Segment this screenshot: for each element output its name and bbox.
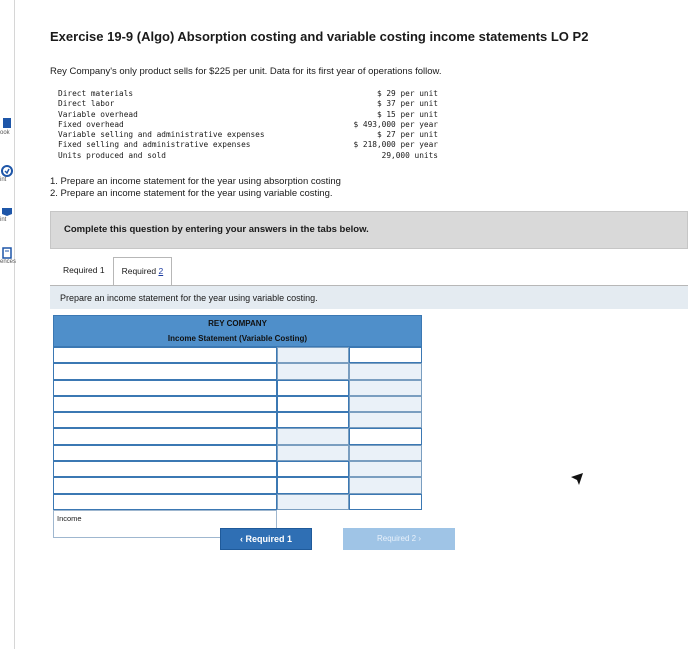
amount-input[interactable] [277,461,349,477]
tab-required-2[interactable] [113,257,173,286]
data-row [58,130,438,140]
line-item-input[interactable] [53,380,277,396]
amount-cell [277,494,349,510]
data-value: $ 29 per unit [376,89,438,98]
amount-cell [349,380,422,396]
task-list [50,176,341,200]
next-required-button [343,528,455,550]
data-row [58,89,438,99]
statement-header [53,315,422,347]
data-value: $ 15 per unit [376,109,438,119]
data-label: Variable overhead [58,109,138,119]
line-item-input[interactable] [53,363,277,379]
tab-bar [55,257,172,286]
tab-required-1[interactable] [55,257,113,285]
data-row [58,120,438,130]
sidebar-item-references[interactable]: ences [0,247,14,265]
data-label: Direct materials [58,89,134,98]
data-row [58,140,438,150]
amount-cell [349,477,422,493]
prev-required-button[interactable] [220,528,312,550]
data-row [58,151,438,161]
amount-cell [277,445,349,461]
amount-cell [277,428,349,444]
table-row [53,461,422,477]
chevron-right-icon: › [418,534,422,543]
table-row [53,477,422,493]
table-row [53,396,422,412]
amount-input[interactable] [349,428,422,444]
line-item-input[interactable] [53,396,277,412]
instructions-banner [50,211,688,249]
amount-input[interactable] [277,380,349,396]
chevron-left-icon: ‹ [239,534,243,544]
tab-instruction: Prepare an income statement for the year using variable costing. [60,293,318,303]
line-item-input[interactable] [53,412,277,428]
amount-cell [349,412,422,428]
data-label: Units produced and sold [58,150,166,160]
sidebar-item-ebook[interactable]: ook [0,118,14,136]
line-item-input[interactable] [53,477,277,493]
line-item-input[interactable] [53,461,277,477]
task-item: 1. Prepare an income statement for the year using absorption costing [50,176,341,187]
references-icon [1,247,13,259]
print-icon [1,165,13,177]
sidebar-item-print-2[interactable]: int [0,205,14,223]
task-item: 2. Prepare an income statement for the year using variable costing. [50,188,333,199]
data-label: Fixed selling and administrative expenses [58,140,251,150]
data-value: $ 493,000 per year [353,119,438,129]
table-row [53,494,422,510]
table-row [53,363,422,379]
line-item-input[interactable] [53,445,277,461]
income-label: Income [53,510,277,538]
data-value: $ 218,000 per year [353,140,438,150]
line-item-input[interactable] [53,347,277,363]
tab-label: Required [121,266,159,276]
table-row [53,428,422,444]
amount-cell [349,445,422,461]
amount-input[interactable] [277,477,349,493]
data-value: $ 37 per unit [376,99,438,109]
line-item-input[interactable] [53,428,277,444]
amount-cell [277,347,349,363]
data-row [58,110,438,120]
sidebar-item-print[interactable]: int [0,165,14,183]
statement-subtitle: Income Statement (Variable Costing) [167,334,308,343]
data-label: Variable selling and administrative expenses [58,130,265,140]
problem-intro: Rey Company's only product sells for $225 per unit. Data for its first year of operations follow. [50,66,442,77]
prev-button-label: Required 1 [245,534,293,544]
banner-text: Complete this question by entering your answers in the tabs below. [64,224,369,235]
amount-cell [349,396,422,412]
data-value: 29,000 units [381,150,438,160]
table-row [53,347,422,363]
company-name: REY COMPANY [208,319,267,328]
data-value: $ 27 per unit [376,130,438,140]
book-icon [2,118,12,130]
next-button-label: Required 2 [376,534,417,543]
data-label: Direct labor [58,99,115,109]
line-item-input[interactable] [53,494,277,510]
page-title: Exercise 19-9 (Algo) Absorption costing and variable costing income statements LO P2 [50,29,589,44]
cost-data-table [58,89,438,161]
left-tool-strip [0,0,15,649]
tab-instruction-bar [50,285,688,309]
amount-cell [349,363,422,379]
data-row [58,99,438,109]
table-row [53,412,422,428]
amount-input[interactable] [277,412,349,428]
mouse-cursor-icon [570,472,584,486]
amount-input[interactable] [349,347,422,363]
table-row [53,445,422,461]
amount-input[interactable] [277,396,349,412]
data-label: Fixed overhead [58,119,124,129]
amount-cell [277,363,349,379]
table-row [53,380,422,396]
tab-label: Required 1 [63,265,105,275]
income-statement [53,315,422,538]
print-icon [1,205,13,217]
amount-cell [349,461,422,477]
tab-label-number: 2 [158,266,164,276]
amount-input[interactable] [349,494,422,510]
